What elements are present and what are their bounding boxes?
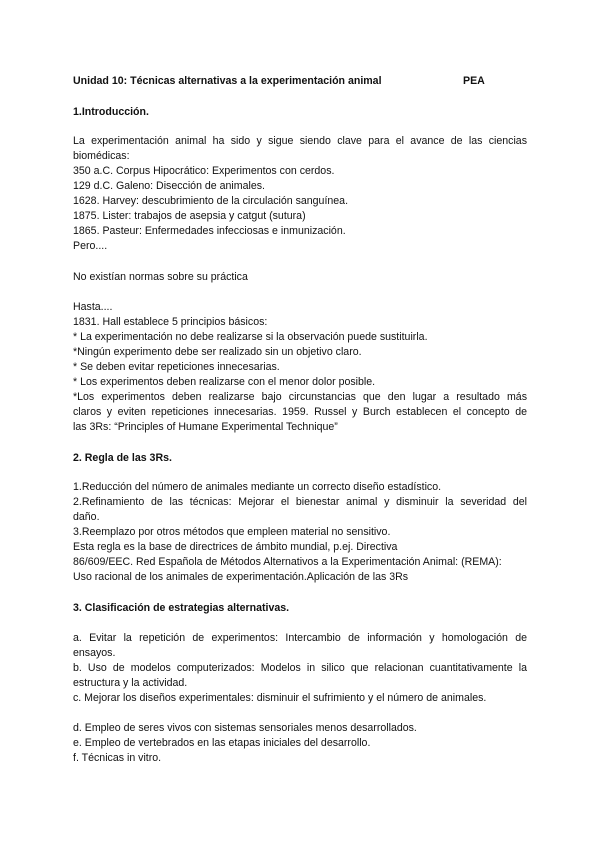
principle-last-line-3: las 3Rs: “Principles of Humane Experimental Technique”	[73, 421, 338, 433]
strategy-a-line-1: a. Evitar la repetición de experimentos: Intercambio de información y homologación de	[73, 632, 527, 644]
rule-item-2-line-2: daño.	[73, 511, 100, 523]
basis-line-3: Uso racional de los animales de experimentación.Aplicación de las 3Rs	[73, 571, 409, 583]
document-title: Unidad 10: Técnicas alternativas a la experimentación animal	[73, 75, 382, 87]
strategy-b-line-2: estructura y la actividad.	[73, 677, 188, 689]
principle-item: *Ningún experimento debe ser realizado sin un objetivo claro.	[73, 346, 362, 358]
history-item: 1865. Pasteur: Enfermedades infecciosas e inmunización.	[73, 225, 346, 237]
principle-item: * Se deben evitar repeticiones innecesarias.	[73, 361, 280, 373]
basis-line-1: Esta regla es la base de directrices de ámbito mundial, p.ej. Directiva	[73, 541, 398, 553]
principle-last-line-2: claros y eviten repeticiones innecesarias. 1959. Russel y Burch establecen el concepto de	[73, 406, 527, 418]
history-item: 1875. Lister: trabajos de asepsia y catgut (sutura)	[73, 210, 306, 222]
no-rules-text: No existían normas sobre su práctica	[73, 271, 248, 283]
history-item: 1628. Harvey: descubrimiento de la circulación sanguínea.	[73, 195, 349, 207]
intro-line-1: La experimentación animal ha sido y sigue siendo clave para el avance de las ciencias	[73, 135, 527, 147]
principle-last-line-1: *Los experimentos deben realizarse bajo circunstancias que den lugar a resultado más	[73, 391, 527, 403]
strategy-a-line-2: ensayos.	[73, 647, 116, 659]
strategy-d: d. Empleo de seres vivos con sistemas sensoriales menos desarrollados.	[73, 722, 417, 734]
strategy-c: c. Mejorar los diseños experimentales: disminuir el sufrimiento y el número de animales.	[73, 692, 487, 704]
rule-item-1: 1.Reducción del número de animales mediante un correcto diseño estadístico.	[73, 481, 442, 493]
section2-heading: 2. Regla de las 3Rs.	[73, 452, 172, 464]
strategy-b-line-1: b. Uso de modelos computerizados: Modelos in silico que relacionan cuantitativamente la	[73, 662, 527, 674]
intro-line-2: biomédicas:	[73, 150, 130, 162]
until-text: Hasta....	[73, 301, 113, 313]
section3-heading: 3. Clasificación de estrategias alternativas.	[73, 602, 290, 614]
hall-text: 1831. Hall establece 5 principios básicos:	[73, 316, 268, 328]
section1-heading: 1.Introducción.	[73, 106, 149, 118]
basis-line-2: 86/609/EEC. Red Española de Métodos Alternativos a la Experimentación Animal: (REMA):	[73, 556, 502, 568]
principle-item: * La experimentación no debe realizarse si la observación puede sustituirla.	[73, 331, 428, 343]
rule-item-2-line-1: 2.Refinamiento de las técnicas: Mejorar el bienestar animal y disminuir la severidad del	[73, 496, 527, 508]
strategy-e: e. Empleo de vertebrados en las etapas iniciales del desarrollo.	[73, 737, 371, 749]
rule-item-3: 3.Reemplazo por otros métodos que empleen material no sensitivo.	[73, 526, 391, 538]
history-item: 129 d.C. Galeno: Disección de animales.	[73, 180, 265, 192]
strategy-f: f. Técnicas in vitro.	[73, 752, 162, 764]
history-item: Pero....	[73, 240, 108, 252]
principle-item: * Los experimentos deben realizarse con el menor dolor posible.	[73, 376, 376, 388]
history-item: 350 a.C. Corpus Hipocrático: Experimentos con cerdos.	[73, 165, 335, 177]
document-tag: PEA	[463, 75, 485, 87]
